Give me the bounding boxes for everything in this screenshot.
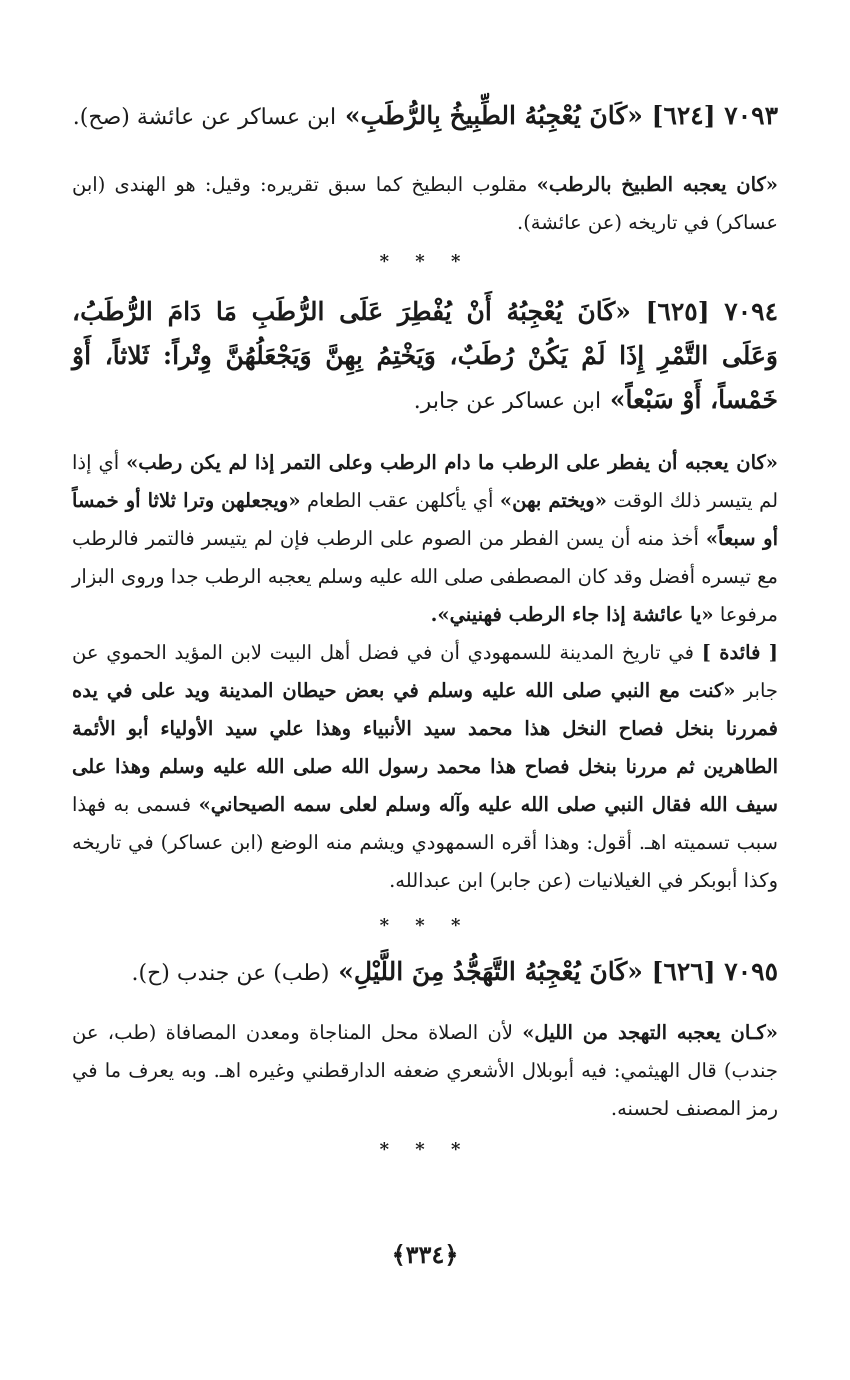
quoted-text: «يا عائشة إذا جاء الرطب فهنيني». [430,603,714,626]
commentary-text: فسمى به فهذا سبب تسميته اهـ. أقول: وهذا أقره السمهودي ويشم منه الوضع (ابن عساكر) في تاريخه وكذا أبوبكر في الغيلانيات (عن جابر) ابن عبدالله. [72,793,778,892]
commentary-7094 [72,444,778,634]
note-faida [72,634,778,900]
quoted-text: «ويختم بهن» [499,489,607,512]
commentary-text: في تاريخ المدينة للسمهودي أن في فضل أهل البيت لابن المؤيد الحموي عن جابر [72,641,778,702]
commentary-text: مقلوب البطيخ كما سبق تقريره: وقيل: هو الهندى (ابن عساكر) في تاريخه (عن عائشة). [72,173,778,234]
commentary-text: لأن الصلاة محل المناجاة ومعدن المصافاة (طب، عن جندب) قال الهيثمي: فيه أبوبلال الأشعري ضعفه الدارقطني وغيره اهـ. وبه يعرف ما في رمز المصنف لحسنه. [72,1021,778,1120]
commentary-text: أخذ منه أن يسن الفطر من الصوم على الرطب فإن لم يتيسر فالتمر فالرطب مع تيسره أفضل وقد كان المصطفى صلى الله عليه وسلم يعجبه الرطب جدا وروى البزار مرفوعا [72,527,778,626]
quoted-text: «كان يعجبه أن يفطر على الرطب ما دام الرطب وعلى التمر إذا لم يكن رطب» [126,451,778,474]
hadith-text: ٧٠٩٥ [٦٢٦] «كَانَ يُعْجِبُهُ التَّهَجُّدُ مِنَ اللَّيْلِ» [338,957,778,986]
quoted-text: «كان يعجبه الطبيخ بالرطب» [536,173,778,196]
hadith-7095 [72,950,778,996]
quoted-text: «كنت مع النبي صلى الله عليه وسلم في بعض حيطان المدينة ويد على في يده فمررنا بنخل فصاح النخل هذا محمد سيد الأنبياء وهذا علي سيد الأولياء أبو الأئمة الطاهرين ثم مررنا بنخل فصاح هذا محمد رسول الله صلى الله عليه وسلم وهذا على سيف الله فقال النبي صلى الله عليه وآله وسلم لعلى سمه الصيحاني» [72,679,778,816]
section-separator: * * * [379,915,471,936]
hadith-source: (طب) عن جندب (ح). [131,961,330,986]
hadith-text: ٧٠٩٤ [٦٢٥] «كَانَ يُعْجِبُهُ أَنْ يُفْطِرَ عَلَى الرُّطَبِ مَا دَامَ الرُّطَبُ، وَعَلَى التَّمْرِ إِذَا لَمْ يَكُنْ رُطَبٌ، وَيَخْتِمُ بِهِنَّ وَيَجْعَلُهُنَّ وِتْراً: ثَلاثاً، أَوْ خَمْساً، أَوْ سَبْعاً» [72,297,778,414]
hadith-source: ابن عساكر عن جابر. [413,389,602,414]
commentary-text: أي إذا لم يتيسر ذلك الوقت [72,451,779,512]
page-number: ﴿٣٣٤﴾ [391,1240,459,1269]
commentary-7095 [72,1014,778,1128]
note-label: [ فائدة ] [701,641,778,664]
hadith-text: ٧٠٩٣ [٦٢٤] «كَانَ يُعْجِبُهُ الطِّبِيخُ بِالرُّطَبِ» [344,101,778,130]
commentary-7093 [72,166,778,242]
quoted-text: «ويجعلهن وترا ثلاثا أو خمساً أو سبعاً» [72,489,778,550]
section-separator: * * * [379,251,471,272]
hadith-7093 [72,94,778,140]
commentary-text: أي يأكلهن عقب الطعام [300,489,500,512]
hadith-source: ابن عساكر عن عائشة (صح). [72,105,337,130]
section-separator: * * * [379,1139,471,1160]
hadith-7094 [72,290,778,424]
quoted-text: «كـان يعجبه التهجد من الليل» [522,1021,778,1044]
